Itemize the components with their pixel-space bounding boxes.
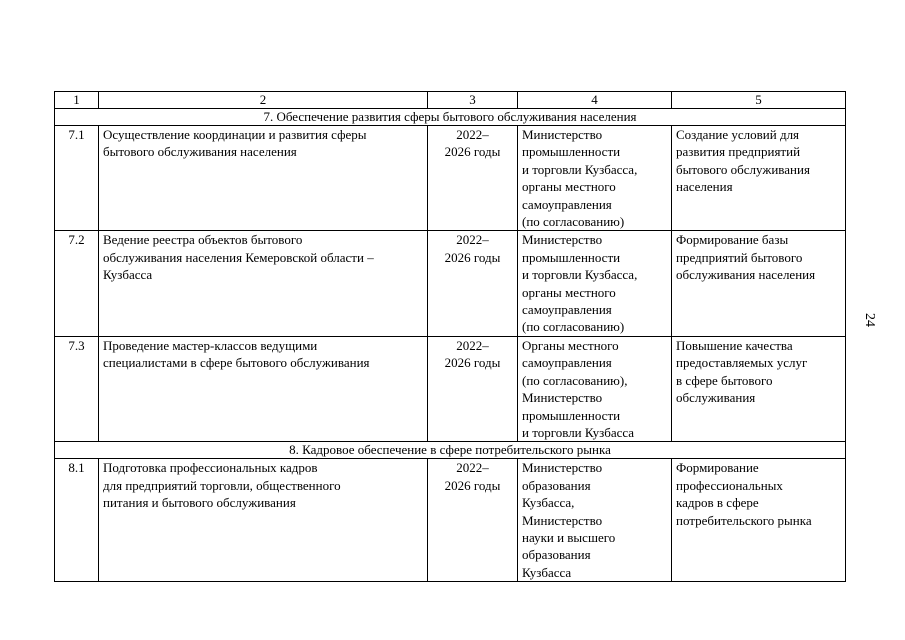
column-number-3: 3 — [428, 92, 518, 109]
column-number-4: 4 — [518, 92, 672, 109]
section-heading-row — [55, 442, 846, 459]
table-row — [55, 336, 846, 441]
responsible-cell: Органы местного самоуправления (по согласованию), Министерство промышленности и торговли Кузбасса — [518, 336, 672, 441]
column-number-5: 5 — [672, 92, 846, 109]
row-number: 7.3 — [55, 336, 99, 441]
period-cell: 2022– 2026 годы — [428, 459, 518, 582]
table-row — [55, 126, 846, 231]
responsible-cell: Министерство образования Кузбасса, Министерство науки и высшего образования Кузбасса — [518, 459, 672, 582]
page-number: 24 — [862, 313, 877, 327]
row-number: 8.1 — [55, 459, 99, 582]
activity-cell: Проведение мастер-классов ведущими специалистами в сфере бытового обслуживания — [99, 336, 428, 441]
column-number-1: 1 — [55, 92, 99, 109]
table-row — [55, 459, 846, 582]
result-cell: Формирование профессиональных кадров в сфере потребительского рынка — [672, 459, 846, 582]
section-title: 8. Кадровое обеспечение в сфере потребительского рынка — [55, 442, 846, 459]
result-cell: Повышение качества предоставляемых услуг в сфере бытового обслуживания — [672, 336, 846, 441]
responsible-cell: Министерство промышленности и торговли Кузбасса, органы местного самоуправления (по согласованию) — [518, 126, 672, 231]
activity-cell: Ведение реестра объектов бытового обслуживания населения Кемеровской области – Кузбасса — [99, 231, 428, 336]
result-cell: Создание условий для развития предприятий бытового обслуживания населения — [672, 126, 846, 231]
period-cell: 2022– 2026 годы — [428, 231, 518, 336]
section-title: 7. Обеспечение развития сферы бытового обслуживания населения — [55, 109, 846, 126]
activity-cell: Осуществление координации и развития сферы бытового обслуживания населения — [99, 126, 428, 231]
responsible-cell: Министерство промышленности и торговли Кузбасса, органы местного самоуправления (по согласованию) — [518, 231, 672, 336]
row-number: 7.2 — [55, 231, 99, 336]
period-cell: 2022– 2026 годы — [428, 336, 518, 441]
column-number-2: 2 — [99, 92, 428, 109]
column-number-row — [55, 92, 846, 109]
period-cell: 2022– 2026 годы — [428, 126, 518, 231]
result-cell: Формирование базы предприятий бытового обслуживания населения — [672, 231, 846, 336]
activity-cell: Подготовка профессиональных кадров для предприятий торговли, общественного питания и бытового обслуживания — [99, 459, 428, 582]
row-number: 7.1 — [55, 126, 99, 231]
table-row — [55, 231, 846, 336]
measures-table — [54, 91, 846, 582]
section-heading-row — [55, 109, 846, 126]
